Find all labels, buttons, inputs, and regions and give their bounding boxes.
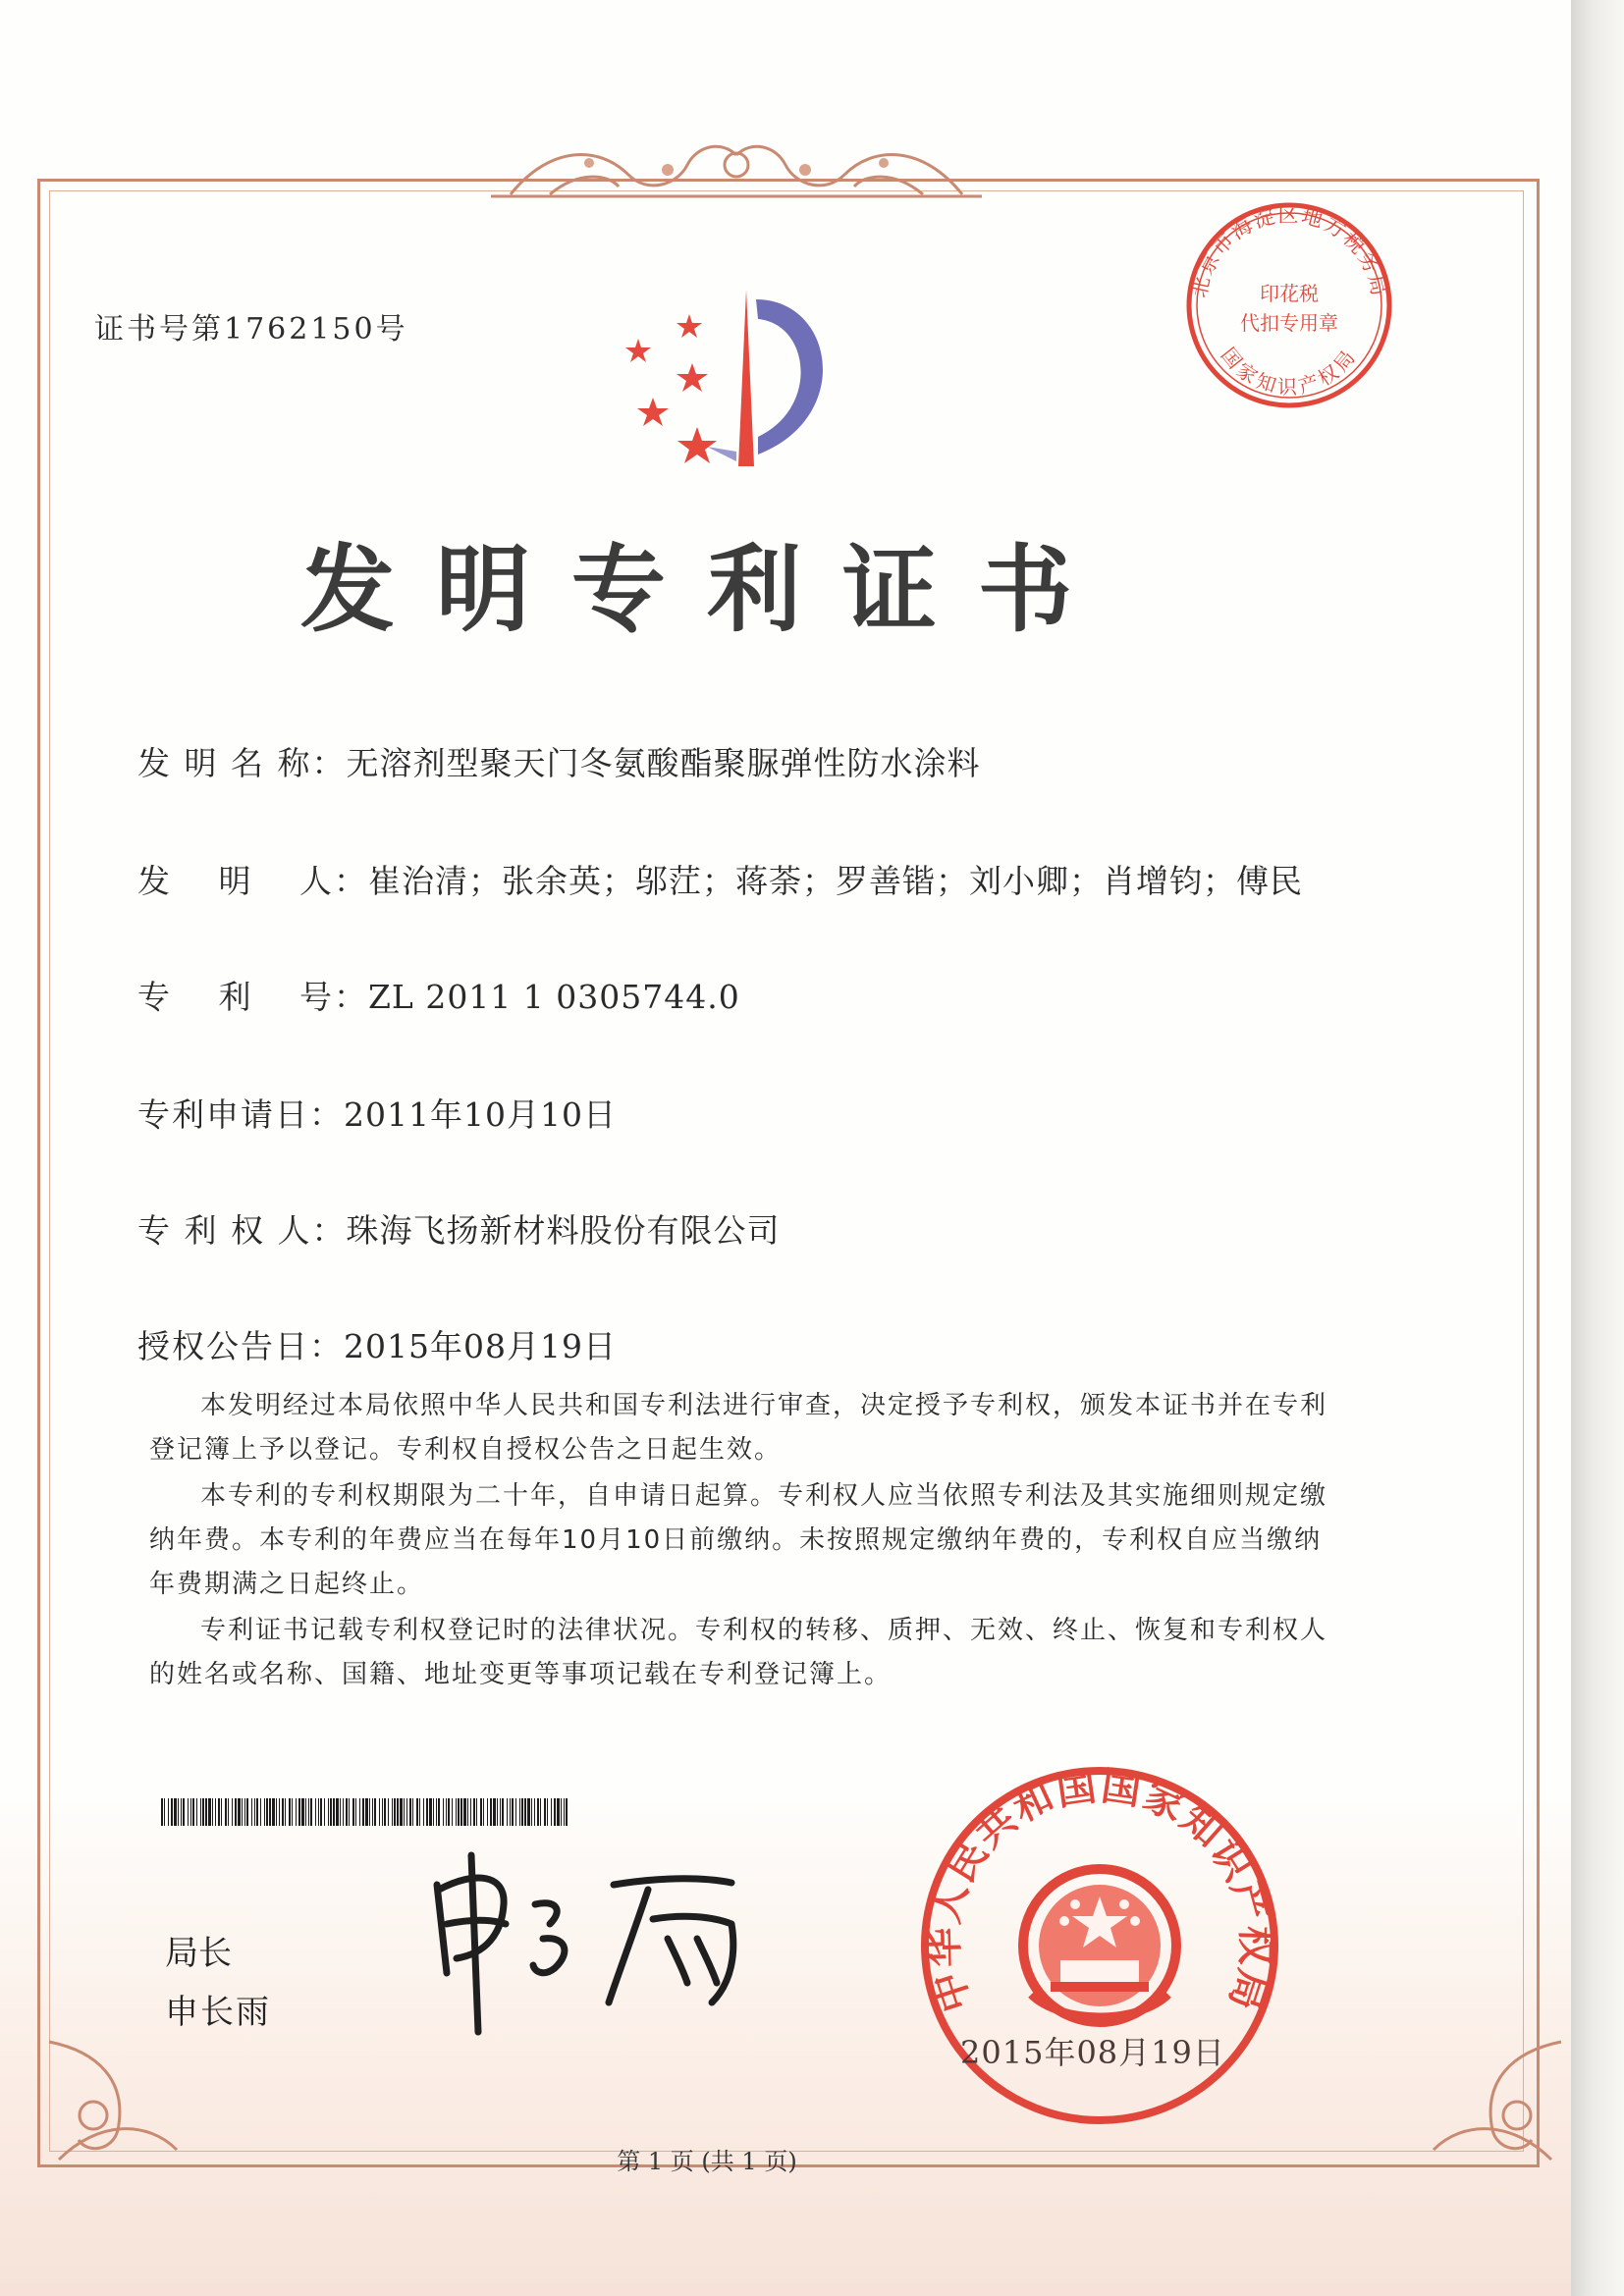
tax-seal-bottom-text: 国家知识产权局 xyxy=(1216,343,1363,399)
certificate-number: 证书号第1762150号 xyxy=(94,312,408,347)
body-paragraph-2: 本专利的专利权期限为二十年，自申请日起算。专利权人应当依照专利法及其实施细则规定缴纳年费。本专利的年费应当在每年10月10日前缴纳。未按照规定缴纳年费的，专利权自应当缴纳年费期满之日起终止。 xyxy=(149,1481,1328,1599)
office-seal-ring-text: 中华人民共和国国家知识产权局 xyxy=(921,1763,1278,2017)
national-emblem-icon xyxy=(1023,1869,1176,2022)
field-label: 专 利 号： xyxy=(137,978,368,1016)
field-value: 崔治清；张余英；邬茳；蒋荼；罗善锴；刘小卿；肖增钧；傅民 xyxy=(367,862,1303,900)
page-number: 第 1 页 (共 1 页) xyxy=(617,2148,797,2175)
field-patent-number xyxy=(137,972,740,1018)
field-inventors xyxy=(137,856,1303,902)
field-grant-date xyxy=(137,1321,617,1367)
field-invention-name xyxy=(137,738,980,784)
field-label: 发 明 名 称： xyxy=(137,744,347,782)
corner-ornament-right xyxy=(1424,2022,1571,2169)
field-label: 专利申请日： xyxy=(137,1095,344,1134)
barcode xyxy=(161,1798,571,1826)
scan-edge xyxy=(1571,0,1624,2296)
field-value: 珠海飞扬新材料股份有限公司 xyxy=(346,1211,781,1250)
top-scroll-ornament xyxy=(491,126,982,214)
field-value: 无溶剂型聚天门冬氨酸酯聚脲弹性防水涂料 xyxy=(346,744,981,782)
patent-office-logo xyxy=(609,280,864,476)
tax-seal-ring-text: 北京市海淀区地方税务局 xyxy=(1186,203,1392,300)
certificate-body xyxy=(149,1384,1327,1699)
body-paragraph-3: 专利证书记载专利权登记时的法律状况。专利权的转移、质押、无效、终止、恢复和专利权人的姓名或名称、国籍、地址变更等事项记载在专利登记簿上。 xyxy=(149,1616,1328,1689)
field-value: ZL 2011 1 0305744.0 xyxy=(367,978,740,1016)
national-ip-office-seal xyxy=(913,1759,1286,2132)
field-value: 2015年08月19日 xyxy=(344,1327,617,1365)
ornamental-border-inner xyxy=(49,190,1524,2152)
director-signature xyxy=(417,1845,771,2042)
body-paragraph-1: 本发明经过本局依照中华人民共和国专利法进行审查，决定授予专利权，颁发本证书并在专利登记簿上予以登记。专利权自授权公告之日起生效。 xyxy=(149,1391,1328,1465)
tax-seal-line-2: 代扣专用章 xyxy=(1240,311,1338,335)
director-name: 申长雨 xyxy=(165,1993,271,2032)
field-value: 2011年10月10日 xyxy=(344,1095,617,1134)
field-filing-date xyxy=(137,1090,617,1136)
director-title: 局长 xyxy=(165,1934,232,1973)
seal-date: 2015年08月19日 xyxy=(960,2034,1225,2071)
field-patentee xyxy=(137,1205,780,1252)
field-label: 授权公告日： xyxy=(137,1327,344,1365)
tax-seal-stamp xyxy=(1176,192,1402,418)
certificate-title: 发明专利证书 xyxy=(300,535,1113,645)
field-label: 专 利 权 人： xyxy=(137,1211,347,1250)
field-label: 发 明 人： xyxy=(137,862,368,900)
tax-seal-line-1: 印花税 xyxy=(1260,282,1319,305)
